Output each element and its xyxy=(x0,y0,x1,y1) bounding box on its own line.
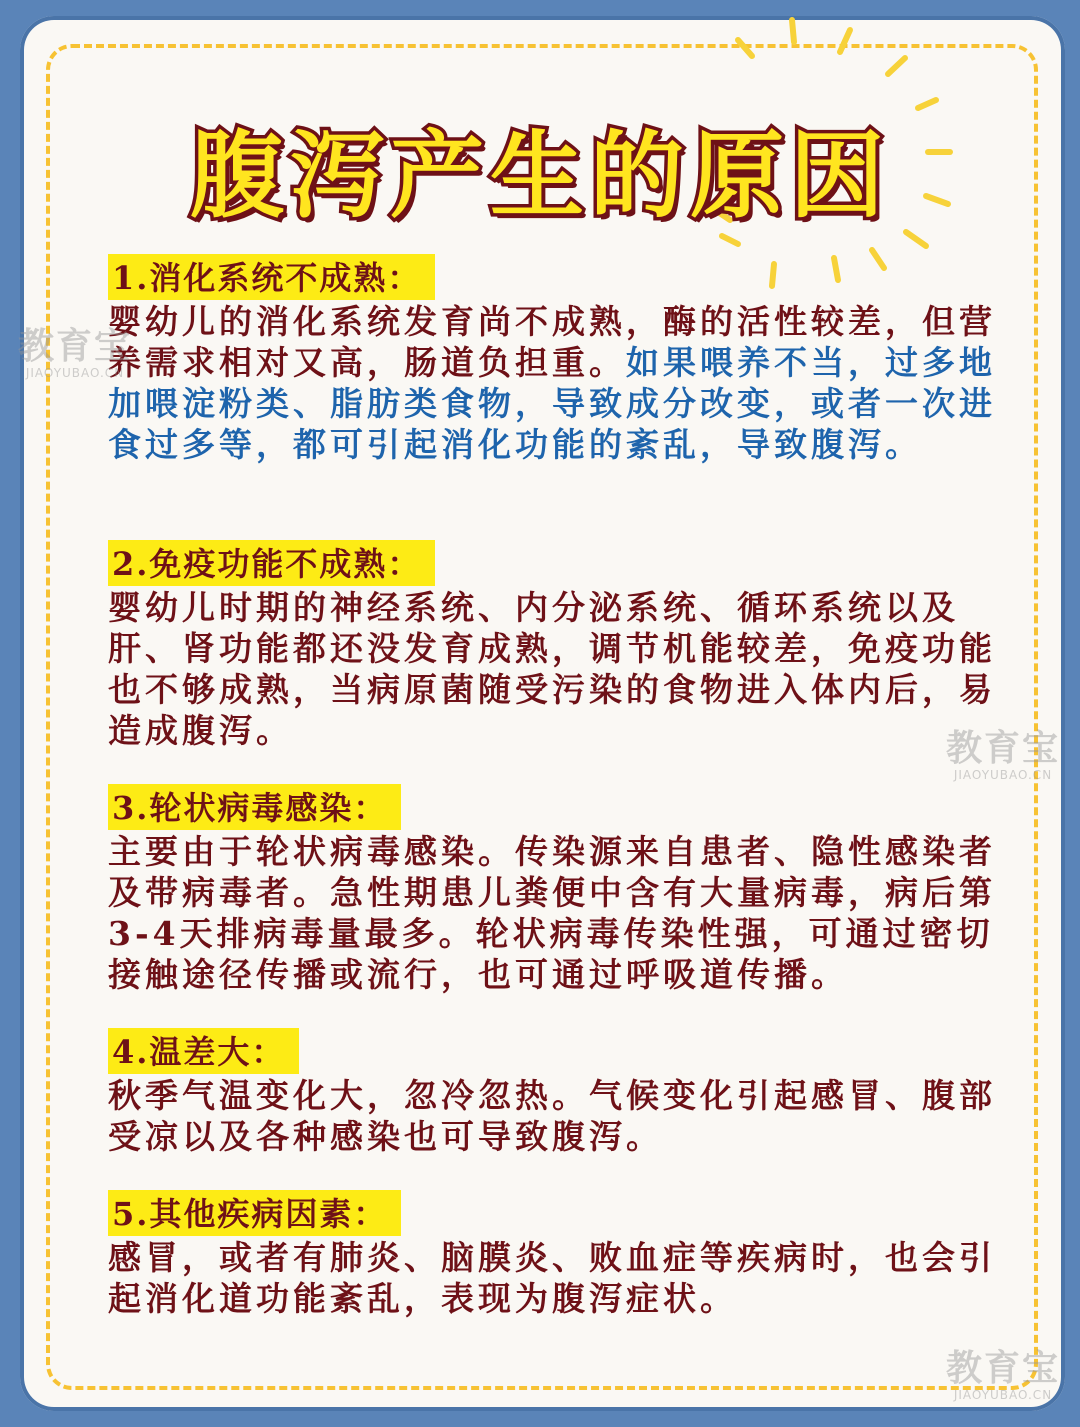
section-text: 婴幼儿的消化系统发育尚不成熟，酶的活性较差，但营养需求相对又高，肠道负担重。 xyxy=(108,302,996,382)
section-2 xyxy=(108,540,1008,751)
watermark xyxy=(946,730,1060,782)
section-heading: 5.其他疾病因素： xyxy=(108,1190,401,1236)
watermark-brand: 教育宝 xyxy=(946,1348,1061,1389)
section-heading: 1.消化系统不成熟： xyxy=(108,254,435,300)
watermark-brand: 教育宝 xyxy=(18,326,133,367)
watermark-domain: JIAOYUBAO.CN xyxy=(953,1388,1053,1402)
watermark-domain: JIAOYUBAO.CN xyxy=(25,366,125,380)
watermark-brand: 教育宝 xyxy=(946,728,1061,769)
section-body: 秋季气温变化大，忽冷忽热。气候变化引起感冒、腹部受凉以及各种感染也可导致腹泻。 xyxy=(108,1076,996,1156)
section-4 xyxy=(108,1028,1008,1157)
section-1 xyxy=(108,254,1008,465)
section-highlight-text: 如果喂养不当，过多地加喂淀粉类、脂肪类食物，导致成分改变，或者一次进食过多等，都可引起消化功能的紊乱，导致腹泻。 xyxy=(108,343,996,464)
section-3 xyxy=(108,784,1008,995)
section-body: 感冒，或者有肺炎、脑膜炎、败血症等疾病时，也会引起消化道功能紊乱，表现为腹泻症状。 xyxy=(108,1238,996,1318)
section-heading: 3.轮状病毒感染： xyxy=(108,784,401,830)
page-title: 腹泻产生的原因 xyxy=(189,122,890,231)
section-body: 婴幼儿时期的神经系统、内分泌系统、循环系统以及肝、肾功能都还没发育成熟，调节机能较差，免疫功能也不够成熟，当病原菌随受污染的食物进入体内后，易造成腹泻。 xyxy=(108,588,996,750)
watermark-domain: JIAOYUBAO.CN xyxy=(953,768,1053,782)
watermark xyxy=(946,1350,1060,1402)
section-body: 主要由于轮状病毒感染。传染源来自患者、隐性感染者及带病毒者。急性期患儿粪便中含有大量病毒，病后第3-4天排病毒量最多。轮状病毒传染性强，可通过密切接触途径传播或流行，也可通过呼吸道传播。 xyxy=(108,832,996,994)
section-body xyxy=(108,301,1008,465)
section-heading: 2.免疫功能不成熟： xyxy=(108,540,435,586)
section-5 xyxy=(108,1190,1008,1319)
section-heading: 4.温差大： xyxy=(108,1028,299,1074)
watermark xyxy=(18,328,132,380)
